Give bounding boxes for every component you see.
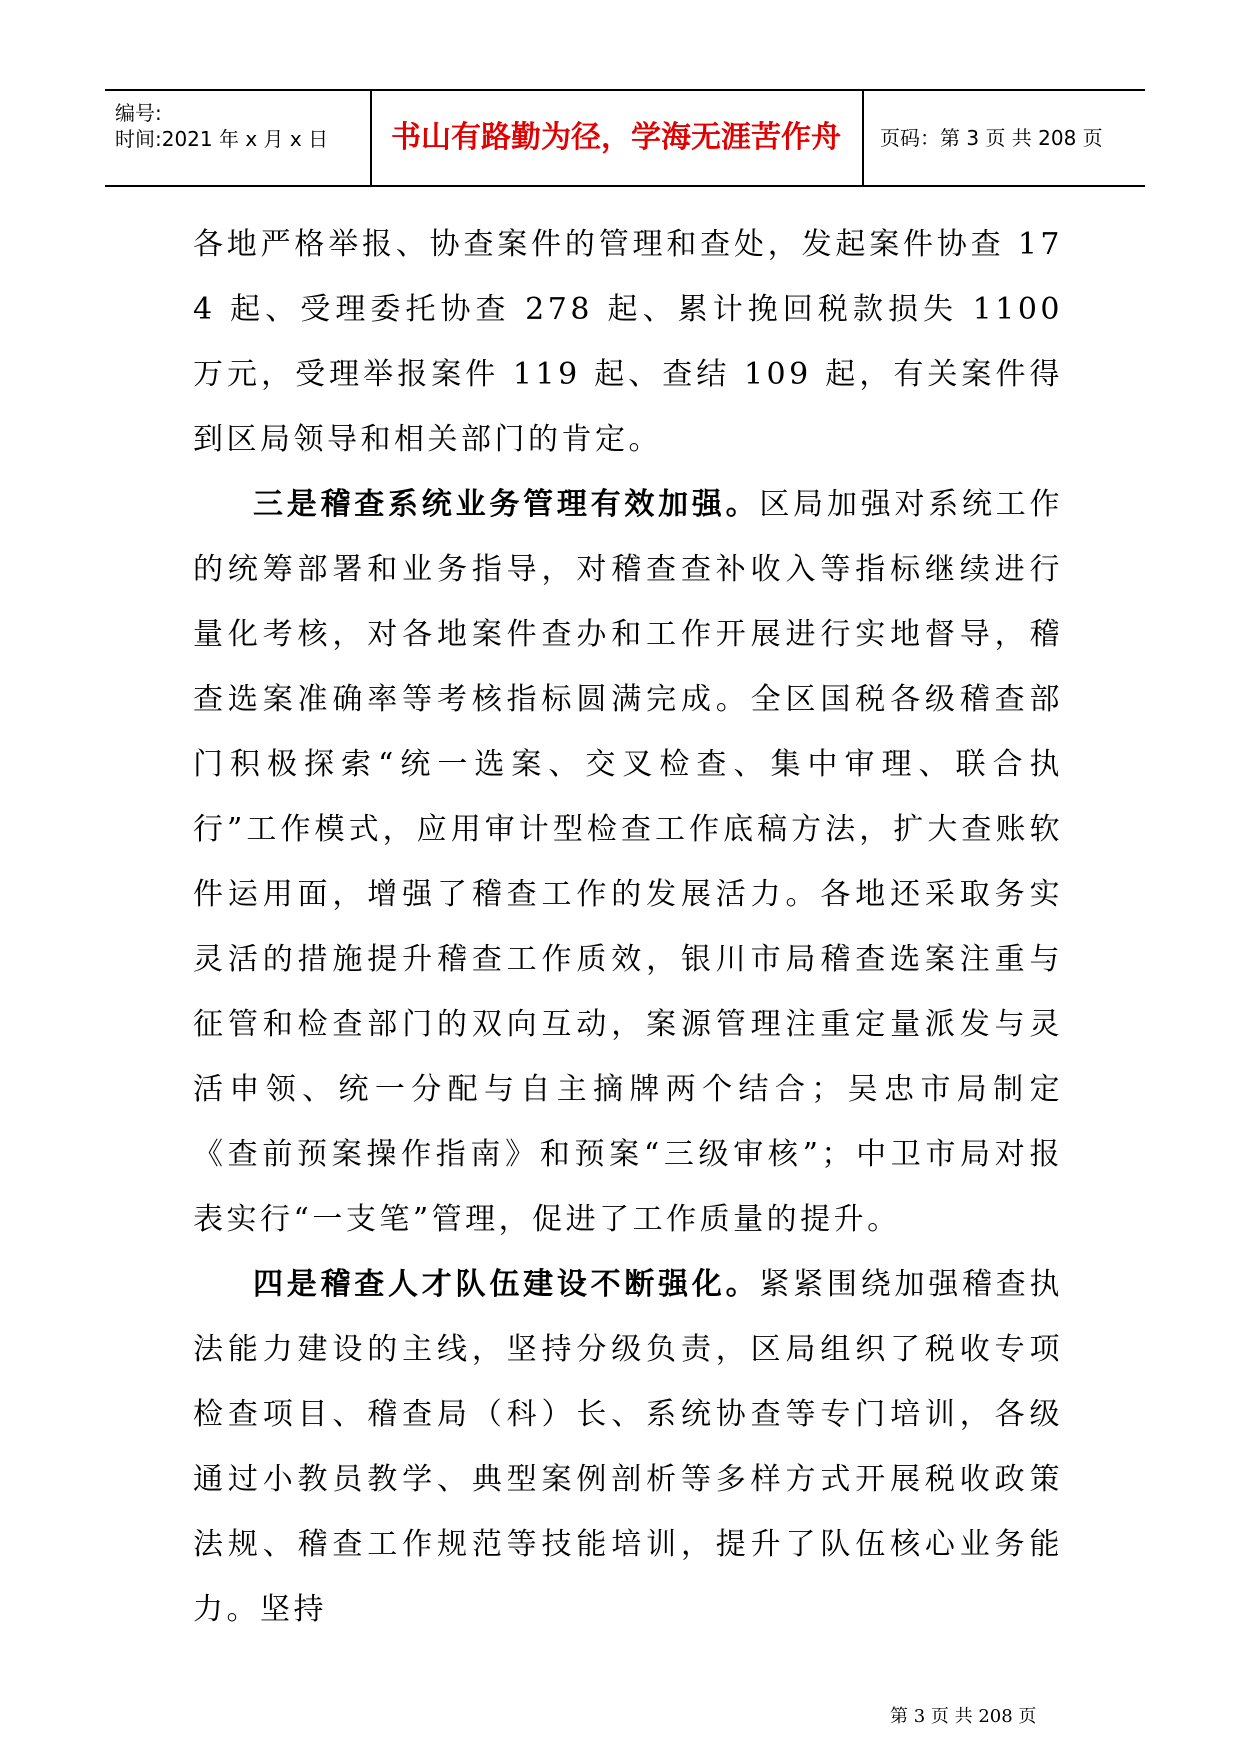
- page-footer: 第 3 页 共 208 页: [890, 1706, 1037, 1727]
- paragraph-2-text: 区局加强对系统工作的统筹部署和业务指导，对稽查查补收入等指标继续进行量化考核，对各地案件查办和工作开展进行实地督导，稽查选案准确率等考核指标圆满完成。全区国税各级稽查部门积极探索“统一选案、交叉检查、集中审理、联合执行”工作模式，应用审计型检查工作底稿方法，扩大查账软件运用面，增强了稽查工作的发展活力。各地还采取务实灵活的措施提升稽查工作质效，银川市局稽查选案注重与征管和检查部门的双向互动，案源管理注重定量派发与灵活申领、统一分配与自主摘牌两个结合；吴忠市局制定《查前预案操作指南》和预案“三级审核”；中卫市局对报表实行“一支笔”管理，促进了工作质量的提升。: [193, 487, 1064, 1237]
- paragraph-3: [193, 1252, 1063, 1642]
- header-page-code: 页码：第 3 页 共 208 页: [880, 126, 1103, 150]
- paragraph-2: [193, 472, 1063, 1252]
- header-motto: 书山有路勤为径，学海无涯苦作舟: [391, 120, 841, 155]
- paragraph-3-text: 紧紧围绕加强稽查执法能力建设的主线，坚持分级负责，区局组织了税收专项检查项目、稽查局（科）长、系统协查等专门培训，各级通过小教员教学、典型案例剖析等多样方式开展税收政策法规、稽查工作规范等技能培训，提升了队伍核心业务能力。坚持: [193, 1267, 1064, 1627]
- header-page-cell: [862, 91, 1145, 185]
- paragraph-1: 各地严格举报、协查案件的管理和查处，发起案件协查 174 起、受理委托协查 278 起、累计挽回税款损失 1100 万元，受理举报案件 119 起、查结 109 起，有关案件得到区局领导和相关部门的肯定。: [193, 227, 1063, 457]
- page-header: [105, 89, 1145, 187]
- document-number-label: 编号:: [115, 101, 162, 125]
- header-info-cell: [105, 91, 372, 185]
- document-body: [193, 212, 1063, 1642]
- paragraph-3-heading: 四是稽查人才队伍建设不断强化。: [253, 1267, 760, 1302]
- header-motto-cell: [370, 91, 864, 185]
- paragraph-2-heading: 三是稽查系统业务管理有效加强。: [253, 487, 760, 522]
- document-time-label: 时间:2021 年 x 月 x 日: [115, 127, 329, 151]
